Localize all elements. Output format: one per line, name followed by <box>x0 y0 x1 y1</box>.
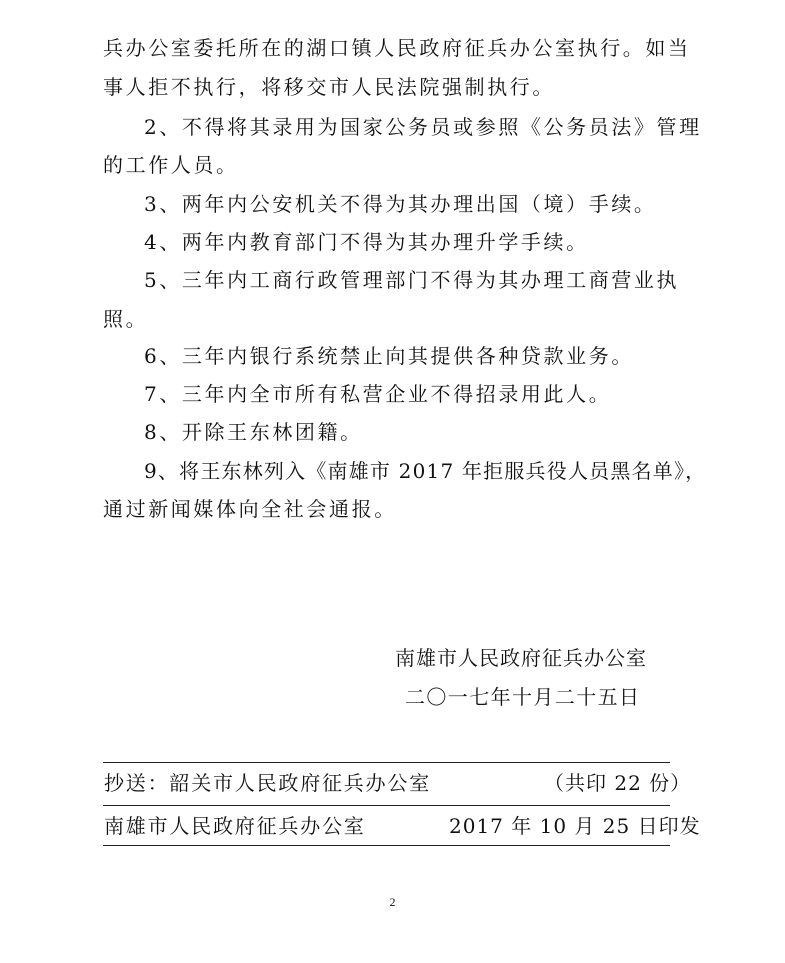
issue-date: 2017 年 10 月 25 日印发 <box>449 814 701 838</box>
list-item-9: 9、将王东林列入《南雄市 2017 年拒服兵役人员黑名单》， <box>144 459 707 483</box>
footer-top-rule <box>103 762 670 763</box>
list-item-5: 5、三年内工商行政管理部门不得为其办理工商营业执 <box>144 268 680 292</box>
footer-middle-rule <box>103 805 670 806</box>
body-line: 的工作人员。 <box>103 153 239 177</box>
body-line: 通过新闻媒体向全社会通报。 <box>103 497 397 521</box>
list-item-8: 8、开除王东林团籍。 <box>144 420 363 444</box>
signature-organization: 南雄市人民政府征兵办公室 <box>395 646 647 670</box>
issuing-office: 南雄市人民政府征兵办公室 <box>104 814 366 838</box>
signature-date: 二〇一七年十月二十五日 <box>405 685 641 709</box>
list-item-4: 4、两年内教育部门不得为其办理升学手续。 <box>144 230 589 254</box>
list-item-6: 6、三年内银行系统禁止向其提供各种贷款业务。 <box>144 344 634 368</box>
list-item-7: 7、三年内全市所有私营企业不得招录用此人。 <box>144 382 612 406</box>
cc-recipients: 抄送：韶关市人民政府征兵办公室 <box>104 771 431 795</box>
list-item-2: 2、不得将其录用为国家公务员或参照《公务员法》管理 <box>144 115 702 139</box>
footer-bottom-rule <box>103 845 670 846</box>
copies-count: （共印 22 份） <box>544 771 692 795</box>
page-number: 2 <box>389 895 396 909</box>
list-item-3: 3、两年内公安机关不得为其办理出国（境）手续。 <box>144 192 657 216</box>
body-line: 事人拒不执行，将移交市人民法院强制执行。 <box>103 75 555 99</box>
body-line: 照。 <box>103 307 149 331</box>
body-line: 兵办公室委托所在的湖口镇人民政府征兵办公室执行。如当 <box>103 36 691 60</box>
